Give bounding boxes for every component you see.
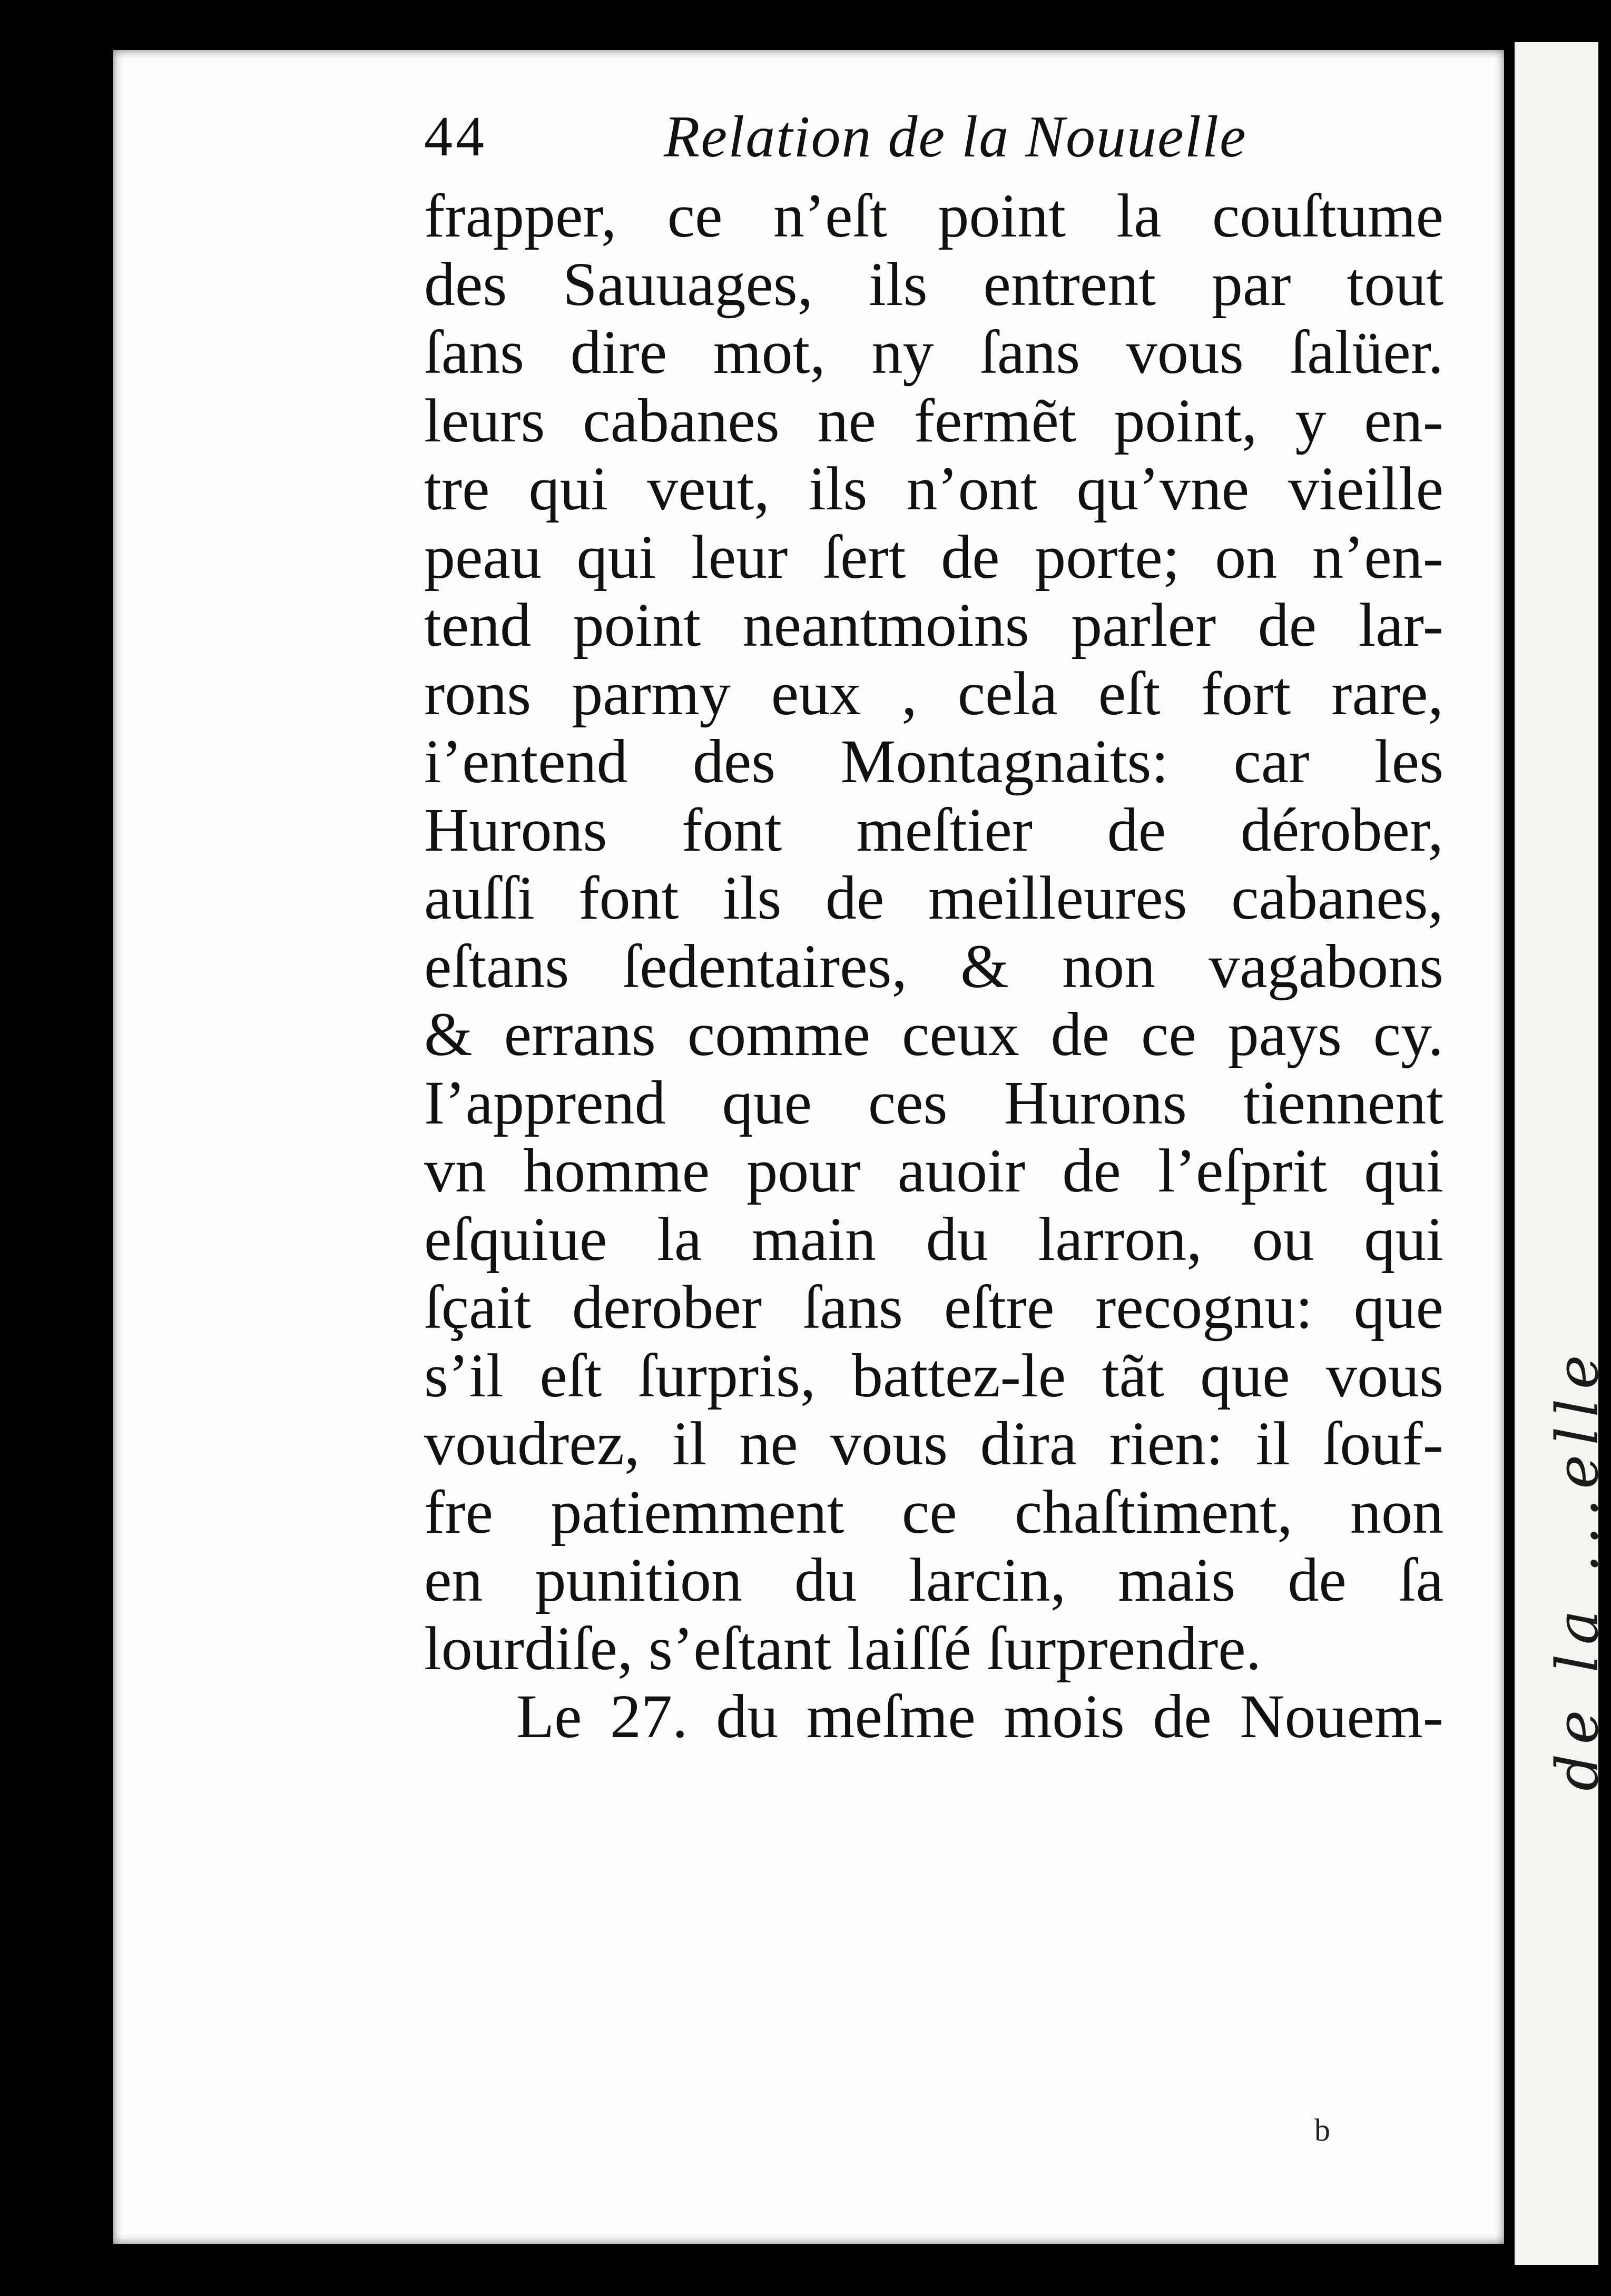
text-line: frapper, ce n’eſt point la couſtume <box>424 181 1443 250</box>
body-text <box>424 182 1443 1751</box>
tail-mark: b <box>1314 2113 1330 2147</box>
text-line: vn homme pour auoir de l’eſprit qui <box>424 1136 1443 1205</box>
text-line: tre qui veut, ils n’ont qu’vne vieille <box>424 454 1443 523</box>
text-line: I’apprend que ces Hurons tiennent <box>424 1068 1443 1137</box>
running-title: Relation de la Nouuelle <box>664 104 1247 170</box>
page-gutter <box>1504 32 1515 2265</box>
text-line: auſſi font ils de meilleures cabanes, <box>424 863 1443 932</box>
text-line: Le 27. du meſme mois de Nouem- <box>516 1682 1443 1751</box>
text-line: en punition du larcin, mais de ſa <box>424 1545 1443 1614</box>
text-line: i’entend des Montagnaits: car les <box>424 727 1443 796</box>
page-number: 44 <box>424 105 487 168</box>
text-line: peau qui leur ſert de porte; on n’en- <box>424 522 1443 592</box>
text-line: lourdiſe, s’eſtant laiſſé ſurprendre. <box>424 1613 1262 1683</box>
page-header <box>424 103 1320 176</box>
facing-page-fragment: de la ...elle <box>1544 1345 1611 1791</box>
text-line: tend point neantmoins parler de lar- <box>424 590 1443 659</box>
text-line: fre patiemment ce chaſtiment, non <box>424 1477 1443 1546</box>
text-line: & errans comme ceux de ce pays cy. <box>424 1000 1443 1069</box>
text-line: leurs cabanes ne fermẽt point, y en- <box>424 386 1443 455</box>
text-line: Hurons font meſtier de dérober, <box>424 795 1443 864</box>
text-line: eſtans ſedentaires, & non vagabons <box>424 931 1443 1001</box>
text-line: ſans dire mot, ny ſans vous ſalüer. <box>424 318 1443 387</box>
text-line: rons parmy eux , cela eſt fort rare, <box>424 658 1443 728</box>
text-line: voudrez, il ne vous dira rien: il ſouf- <box>424 1409 1443 1478</box>
text-line: eſquiue la main du larron, ou qui <box>424 1204 1443 1274</box>
text-line: des Sauuages, ils entrent par tout <box>424 249 1443 319</box>
text-line: ſçait derober ſans eſtre recognu: que <box>424 1273 1443 1342</box>
text-line: s’il eſt ſurpris, battez-le tãt que vous <box>424 1341 1443 1410</box>
